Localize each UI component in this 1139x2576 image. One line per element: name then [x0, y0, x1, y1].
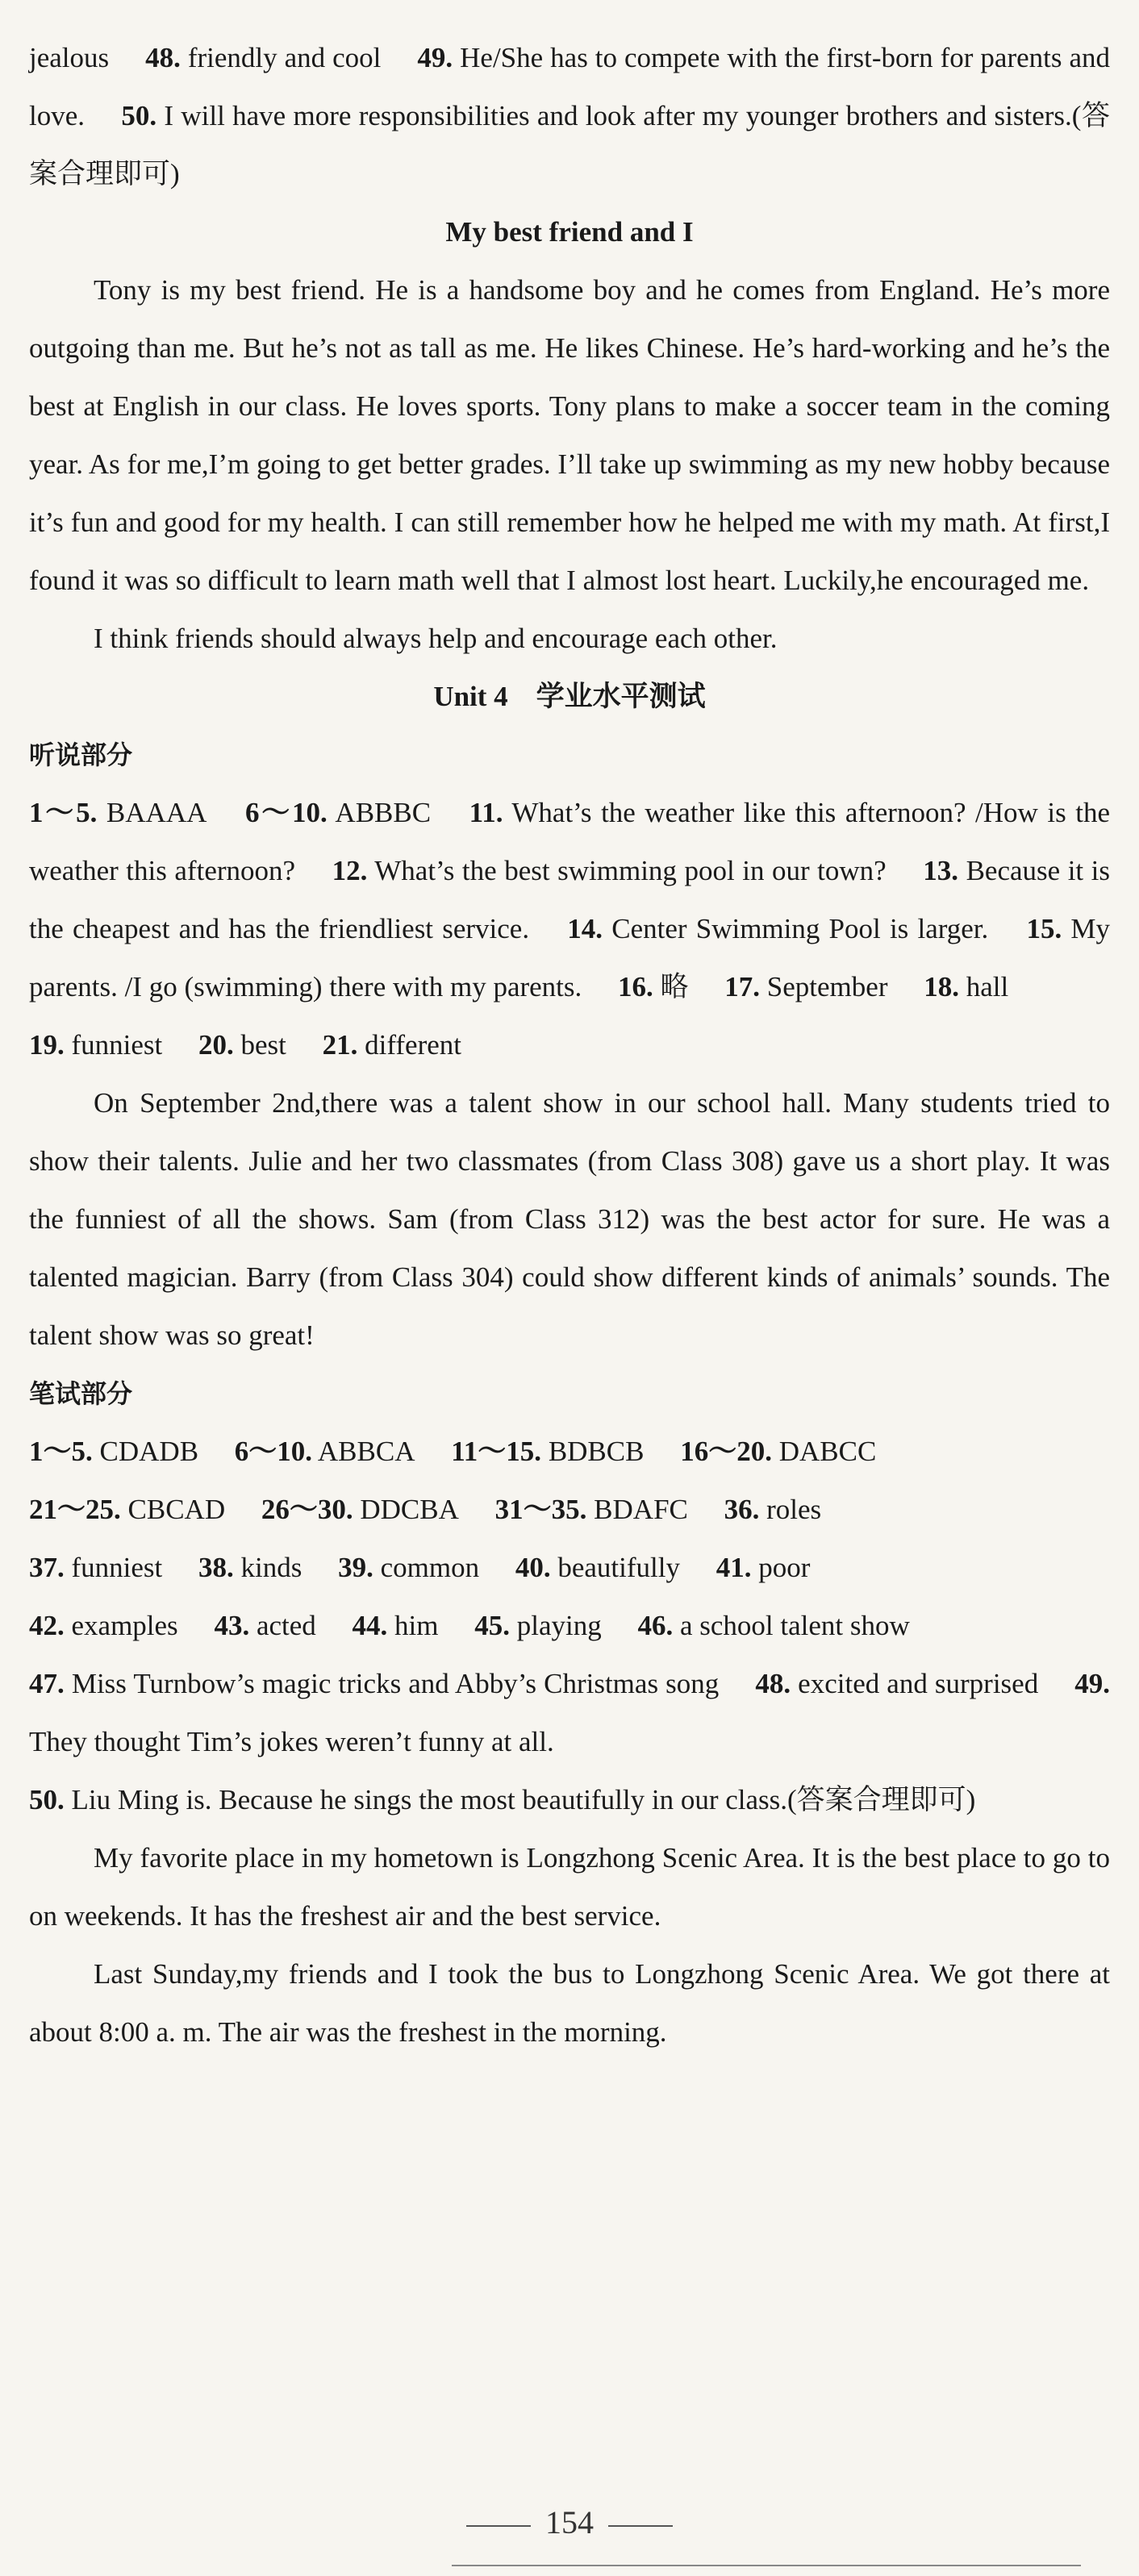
essay-paragraph: Last Sunday,my friends and I took the bus to Longzhong Scenic Area. We got there at about 8:00 a. m. The air was the freshest in the morning. — [29, 1958, 1110, 2048]
writing-answers: 1～5. CDADB 6～10. ABBCA 11～15. BDBCB 16～20. DABCC 21～25. CBCAD 26～30. DDCBA 31～35. BDAFC 36. roles 37. funniest 38. kinds 39. common 40. beautifully 41. poor 42. examples 43. acted 44. him 45. playing 46. a school talent show 47. Miss Turnbow’s magic tricks and Abby’s Christmas song 48. excited and surprised 49. They thought Tim’s jokes weren’t funny at all. 50. Liu Ming is. Because he sings the most beautifully in our class.(答案合理即可) — [29, 1436, 1111, 1815]
listening-passage: On September 2nd,there was a talent show in our school hall. Many students tried to show their talents. Julie and her two classmates (from Class 308) gave us a short play. It was the funniest of all the shows. Sam (from Class 312) was the best actor for sure. He was a talented magician. Barry (from Class 304) could show different kinds of animals’ sounds. The talent show was so great! — [29, 1087, 1110, 1351]
essay-title: My best friend and I — [445, 216, 694, 248]
essay-paragraph: I think friends should always help and encourage each other. — [94, 623, 778, 654]
page-number-dash — [466, 2525, 531, 2527]
bottom-rule — [452, 2565, 1081, 2566]
section-heading-listening: 听说部分 — [29, 740, 133, 770]
listening-answers: 1～5. BAAAA 6～10. ABBBC 11. What’s the weather like this afternoon? /How is the weather this afternoon? 12. What’s the best swimming pool in our town? 13. Because it is the cheapest and has the friendliest service. 14. Center Swimming Pool is larger. 15. My parents. /I go (swimming) there with my parents. 16. 略 17. September 18. hall 19. funniest 20. best 21. different — [29, 797, 1111, 1061]
answers-48-50: jealous 48. friendly and cool 49. He/She has to compete with the first-born for parents and love. 50. I will have more responsibilities and look after my younger brothers and sisters.(答案合理即可) — [29, 42, 1111, 190]
section-heading-writing: 笔试部分 — [29, 1378, 133, 1409]
page-number: 154 — [0, 2494, 1139, 2552]
unit-title: Unit 4 学业水平测试 — [433, 681, 706, 712]
essay-paragraph: My favorite place in my hometown is Longzhong Scenic Area. It is the best place to go to on weekends. It has the freshest air and the best service. — [29, 1842, 1110, 1932]
essay-paragraph: Tony is my best friend. He is a handsome boy and he comes from England. He’s more outgoing than me. But he’s not as tall as me. He likes Chinese. He’s hard-working and he’s the best at English in our class. He loves sports. Tony plans to make a soccer team in the coming year. As for me,I’m going to get better grades. I’ll take up swimming as my new hobby because it’s fun and good for my health. I can still remember how he helped me with my math. At first,I found it was so difficult to learn math well that I almost lost heart. Luckily,he encouraged me. — [29, 274, 1110, 596]
page-number-dash — [608, 2525, 673, 2527]
